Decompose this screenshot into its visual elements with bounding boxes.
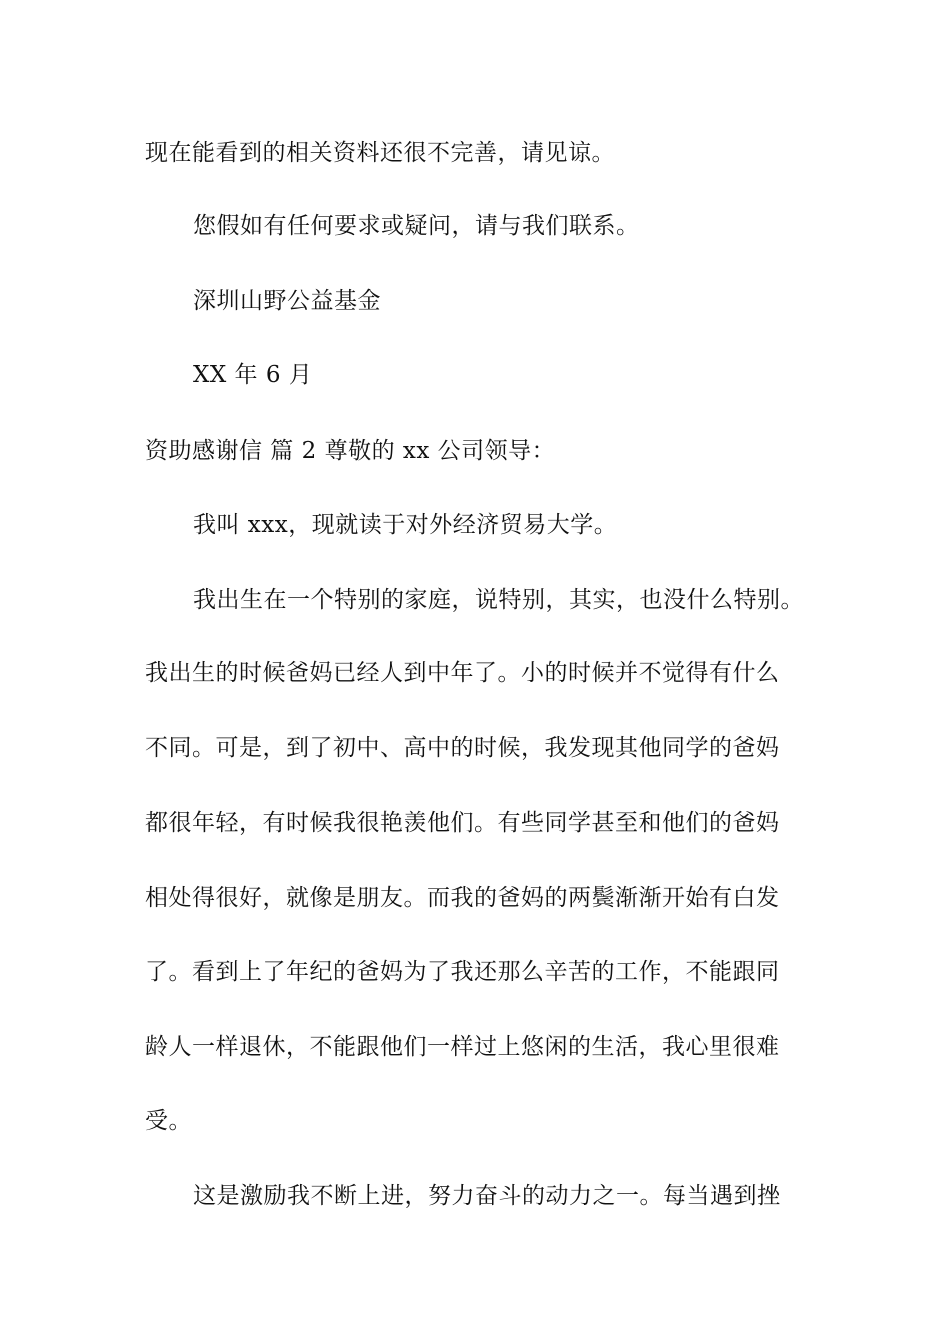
paragraph-line: 相处得很好，就像是朋友。而我的爸妈的两鬓渐渐开始有白发 — [145, 885, 780, 911]
signature-organization: 深圳山野公益基金 — [193, 288, 381, 314]
paragraph-line: 龄人一样退休，不能跟他们一样过上悠闲的生活，我心里很难 — [145, 1034, 780, 1060]
paragraph-line: 我出生的时候爸妈已经人到中年了。小的时候并不觉得有什么 — [145, 660, 780, 686]
paragraph-line: 了。看到上了年纪的爸妈为了我还那么辛苦的工作，不能跟同 — [145, 959, 780, 985]
paragraph-line: 我出生在一个特别的家庭，说特别，其实，也没什么特别。 — [193, 587, 804, 613]
paragraph-line: 都很年轻，有时候我很艳羡他们。有些同学甚至和他们的爸妈 — [145, 810, 780, 836]
paragraph-line: 您假如有任何要求或疑问，请与我们联系。 — [193, 213, 640, 239]
section-heading: 资助感谢信 篇 2 尊敬的 xx 公司领导： — [145, 438, 556, 464]
paragraph-line: 这是激励我不断上进，努力奋斗的动力之一。每当遇到挫 — [193, 1183, 781, 1209]
paragraph-line: 不同。可是，到了初中、高中的时候，我发现其他同学的爸妈 — [145, 735, 780, 761]
paragraph-line: 我叫 xxx，现就读于对外经济贸易大学。 — [193, 512, 618, 538]
paragraph-line: 现在能看到的相关资料还很不完善，请见谅。 — [145, 140, 615, 166]
paragraph-line: 受。 — [145, 1108, 192, 1134]
signature-date: XX 年 6 月 — [193, 362, 313, 388]
